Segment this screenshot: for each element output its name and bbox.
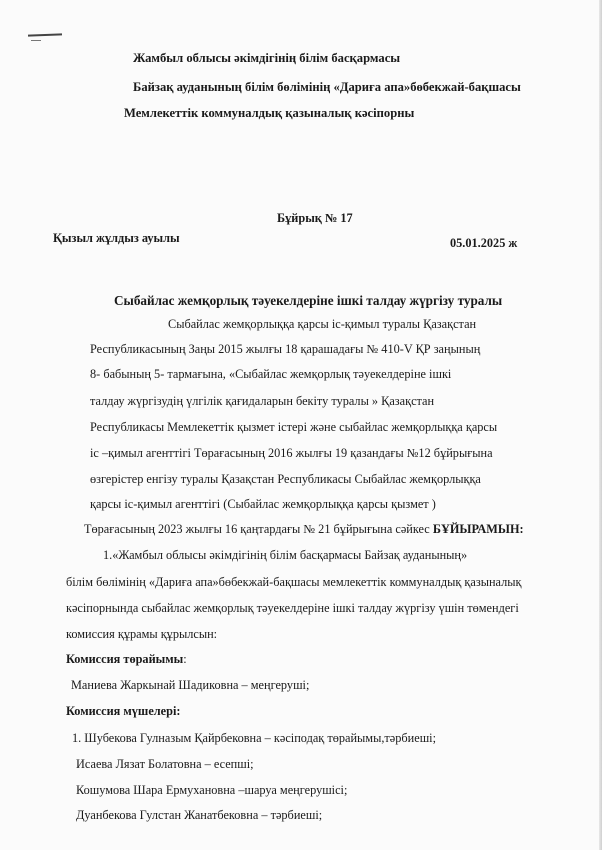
- item-1-line: кәсіпорнында сыбайлас жемқорлық тәуекелдеріне ішкі талдау жүргізу үшін төмендегі: [66, 601, 519, 615]
- member-item: 1. Шубекова Гулназым Қайрбековна – кәсіподақ төрайымы,тәрбиеші;: [72, 731, 437, 745]
- preamble-line: Сыбайлас жемқорлыққа қарсы іс-қимыл туралы Қазақстан: [168, 317, 477, 331]
- preamble-line: Республикасы Мемлекеттік қызмет істері және сыбайлас жемқорлыққа қарсы: [90, 420, 498, 434]
- preamble-line-last: [84, 522, 524, 537]
- preamble-line: Республикасының Заңы 2015 жылғы 18 қарашадағы № 410-V ҚР заңының: [90, 342, 481, 356]
- document-title: Сыбайлас жемқорлық тәуекелдеріне ішкі талдау жүргізу туралы: [114, 293, 503, 308]
- item-1-line: 1.«Жамбыл облысы әкімдігінің білім басқармасы Байзақ ауданының»: [103, 548, 468, 562]
- item-1-line: комиссия құрамы құрылсын:: [66, 627, 218, 641]
- member-item: Кошумова Шара Ермухановна –шаруа меңгерушісі;: [76, 783, 348, 797]
- chair-heading-line: [66, 652, 187, 667]
- order-place: Қызыл жұлдыз ауылы: [53, 231, 180, 245]
- order-number: Бұйрық № 17: [277, 211, 353, 225]
- chair-name: Маниева Жаркынай Шадиковна – меңгеруші;: [71, 678, 310, 692]
- order-date: 05.01.2025 ж: [450, 236, 518, 250]
- members-heading: Комиссия мүшелері:: [66, 704, 181, 718]
- preamble-line: қарсы іс-қимыл агенттігі (Сыбайлас жемқорлыққа қарсы қызмет ): [90, 497, 436, 511]
- member-item: Дуанбекова Гулстан Жанатбековна – тәрбиеші;: [76, 808, 323, 822]
- org-header-line-1: Жамбыл облысы әкімдігінің білім басқармасы: [133, 51, 401, 65]
- preamble-line: іс –қимыл агенттігі Төрағасының 2016 жылғы 19 қазандағы №12 бұйрығына: [90, 446, 493, 460]
- scan-mark: [28, 33, 62, 36]
- org-header-line-3: Мемлекеттік коммуналдық қазыналық кәсіпорны: [124, 106, 415, 120]
- preamble-text: Төрағасының 2023 жылғы 16 қаңтардағы № 21 бұйрығына сәйкес: [84, 522, 433, 536]
- item-1-line: білім бөлімінің «Дариға апа»бөбекжай-бақшасы мемлекеттік коммуналдық қазыналық: [66, 575, 522, 589]
- org-header-line-2: Байзақ ауданының білім бөлімінің «Дариға апа»бөбекжай-бақшасы: [133, 80, 521, 94]
- preamble-line: 8- бабының 5- тармағына, «Сыбайлас жемқорлық тәуекелдеріне ішкі: [90, 367, 452, 381]
- chair-heading: Комиссия төрайымы: [66, 652, 184, 666]
- preamble-line: өзгерістер енгізу туралы Қазақстан Республикасы Сыбайлас жемқорлыққа: [90, 472, 481, 486]
- decree-word: БҰЙЫРАМЫН:: [432, 522, 524, 536]
- chair-heading-colon: :: [183, 652, 187, 666]
- scan-mark: [31, 40, 41, 41]
- preamble-line: талдау жүргізудің үлгілік қағидаларын бекіту туралы » Қазақстан: [90, 394, 435, 408]
- member-item: Исаева Лязат Болатовна – есепші;: [76, 757, 254, 771]
